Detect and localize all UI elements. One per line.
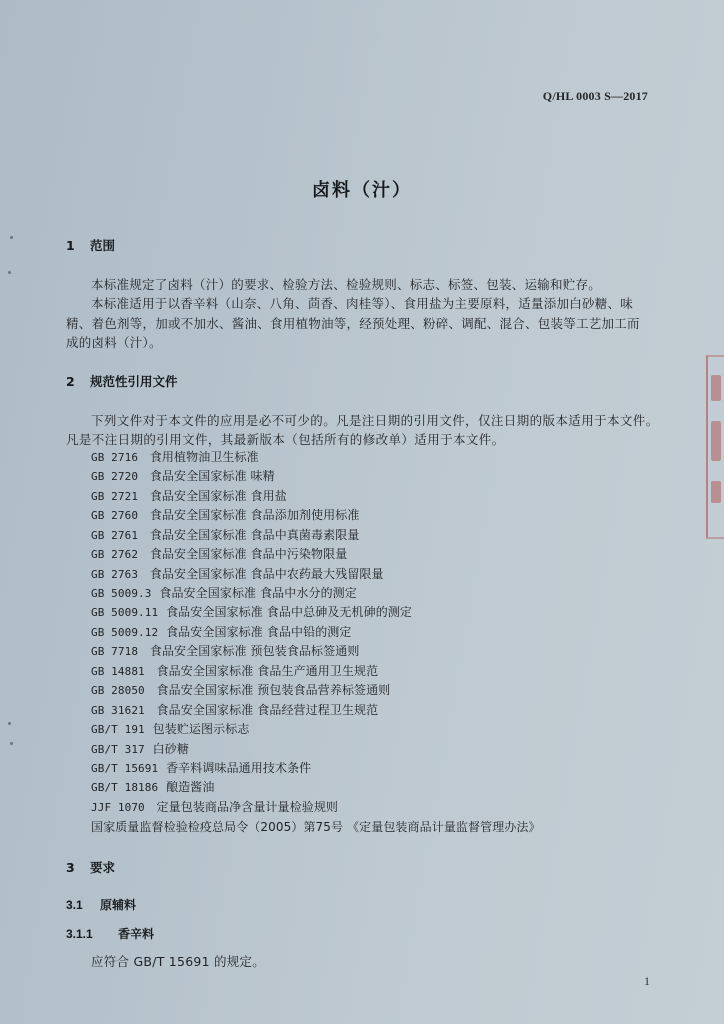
page-number: 1 — [644, 974, 650, 988]
reference-title: 食品安全国家标准 食品生产通用卫生规范 — [156, 664, 379, 678]
subsection-title: 原辅料 — [100, 898, 137, 912]
reference-title: 食品安全国家标准 食品中铅的测定 — [166, 625, 352, 639]
reference-item — [91, 603, 412, 620]
reference-code: GB/T 18186 — [91, 781, 159, 794]
reference-code: GB 7718 — [91, 645, 139, 658]
reference-item-decree: 国家质量监督检验检疫总局令（2005）第75号 《定量包装商品计量监督管理办法》 — [91, 820, 541, 834]
scan-speck — [10, 742, 13, 745]
seal-ink-mark — [711, 421, 721, 461]
reference-code: JJF 1070 — [91, 801, 145, 814]
scan-speck — [10, 236, 13, 239]
seal-ink-mark — [711, 375, 721, 401]
reference-title: 食品安全国家标准 食品中真菌毒素限量 — [149, 528, 360, 542]
reference-title: 食品安全国家标准 预包装食品标签通则 — [149, 644, 360, 658]
subsection-number: 3.1 — [66, 898, 83, 912]
reference-code: GB 2760 — [91, 509, 139, 522]
reference-title: 定量包装商品净含量计量检验规则 — [156, 800, 339, 814]
reference-item — [91, 642, 359, 659]
reference-item — [91, 565, 384, 582]
seal-stamp-fragment — [706, 355, 724, 539]
reference-code: GB 14881 — [91, 665, 145, 678]
reference-item — [91, 720, 249, 737]
reference-code: GB/T 191 — [91, 723, 145, 736]
reference-code: GB 31621 — [91, 704, 145, 717]
reference-title: 食品安全国家标准 食用盐 — [149, 489, 287, 503]
reference-title: 食品安全国家标准 味精 — [149, 469, 275, 483]
reference-code: GB 5009.12 — [91, 626, 159, 639]
reference-title: 酿造酱油 — [166, 780, 215, 794]
scan-speck — [8, 722, 11, 725]
subsection-3-1-heading — [66, 896, 136, 913]
section-number: 3 — [66, 860, 75, 875]
reference-title: 包装贮运图示标志 — [152, 722, 250, 736]
reference-title: 食品安全国家标准 食品中农药最大残留限量 — [149, 567, 384, 581]
section-2-heading — [66, 372, 178, 390]
reference-code: GB 2721 — [91, 490, 139, 503]
reference-code: GB 28050 — [91, 684, 145, 697]
references-intro-line-2: 凡是不注日期的引用文件，其最新版本（包括所有的修改单）适用于本文件。 — [66, 432, 505, 447]
reference-item — [91, 623, 352, 640]
scope-line-1: 本标准规定了卤料（汁）的要求、检验方法、检验规则、标志、标签、包装、运输和贮存。 — [91, 277, 602, 292]
reference-item — [91, 798, 338, 815]
reference-item — [91, 740, 189, 757]
reference-code: GB/T 317 — [91, 743, 145, 756]
reference-code: GB 2720 — [91, 470, 139, 483]
scan-speck — [8, 271, 11, 274]
document-code: Q/HL 0003 S—2017 — [542, 89, 648, 103]
subsection-title: 香辛料 — [118, 927, 155, 941]
references-intro-line-1: 下列文件对于本文件的应用是必不可少的。凡是注日期的引用文件，仅注日期的版本适用于本文件。 — [91, 413, 659, 428]
scope-line-4: 成的卤料（汁）。 — [66, 335, 162, 350]
reference-item — [91, 681, 390, 698]
reference-code: GB 2762 — [91, 548, 139, 561]
reference-item — [91, 662, 378, 679]
reference-item — [91, 584, 357, 601]
reference-title: 食用植物油卫生标准 — [149, 450, 259, 464]
reference-item — [91, 545, 347, 562]
subsection-3-1-1-heading — [66, 925, 154, 942]
seal-ink-mark — [711, 481, 721, 503]
reference-title: 食品安全国家标准 预包装食品营养标签通则 — [156, 683, 391, 697]
reference-item — [91, 701, 378, 718]
reference-code: GB 5009.11 — [91, 606, 159, 619]
section-number: 1 — [66, 238, 75, 253]
section-number: 2 — [66, 374, 75, 389]
section-3-heading — [66, 858, 115, 876]
section-1-heading — [66, 236, 115, 254]
reference-item — [91, 759, 311, 776]
reference-code: GB/T 15691 — [91, 762, 159, 775]
scope-line-3: 精、着色剂等，加或不加水、酱油、食用植物油等，经预处理、粉碎、调配、混合、包装等工艺加工而 — [66, 316, 640, 331]
section-title: 范围 — [90, 238, 116, 253]
reference-code: GB 2761 — [91, 529, 139, 542]
reference-item — [91, 506, 359, 523]
spice-requirement-text: 应符合 GB/T 15691 的规定。 — [91, 954, 266, 969]
reference-title: 香辛料调味品通用技术条件 — [166, 761, 312, 775]
reference-title: 食品安全国家标准 食品中水分的测定 — [159, 586, 357, 600]
reference-code: GB 2763 — [91, 568, 139, 581]
reference-title: 食品安全国家标准 食品中污染物限量 — [149, 547, 348, 561]
section-title: 要求 — [90, 860, 116, 875]
document-title: 卤料（汁） — [312, 180, 412, 201]
reference-item — [91, 778, 214, 795]
subsection-number: 3.1.1 — [66, 927, 93, 941]
reference-title: 白砂糖 — [152, 742, 189, 756]
reference-item — [91, 467, 275, 484]
reference-code: GB 2716 — [91, 451, 139, 464]
reference-title: 食品安全国家标准 食品经营过程卫生规范 — [156, 703, 379, 717]
section-title: 规范性引用文件 — [90, 374, 178, 389]
reference-item — [91, 526, 359, 543]
reference-title: 食品安全国家标准 食品中总砷及无机砷的测定 — [166, 605, 412, 619]
reference-item — [91, 448, 259, 465]
reference-title: 食品安全国家标准 食品添加剂使用标准 — [149, 508, 360, 522]
reference-code: GB 5009.3 — [91, 587, 152, 600]
reference-item — [91, 487, 287, 504]
scope-line-2: 本标准适用于以香辛料（山奈、八角、茴香、肉桂等）、食用盐为主要原料，适量添加白砂糖、味 — [91, 296, 634, 311]
